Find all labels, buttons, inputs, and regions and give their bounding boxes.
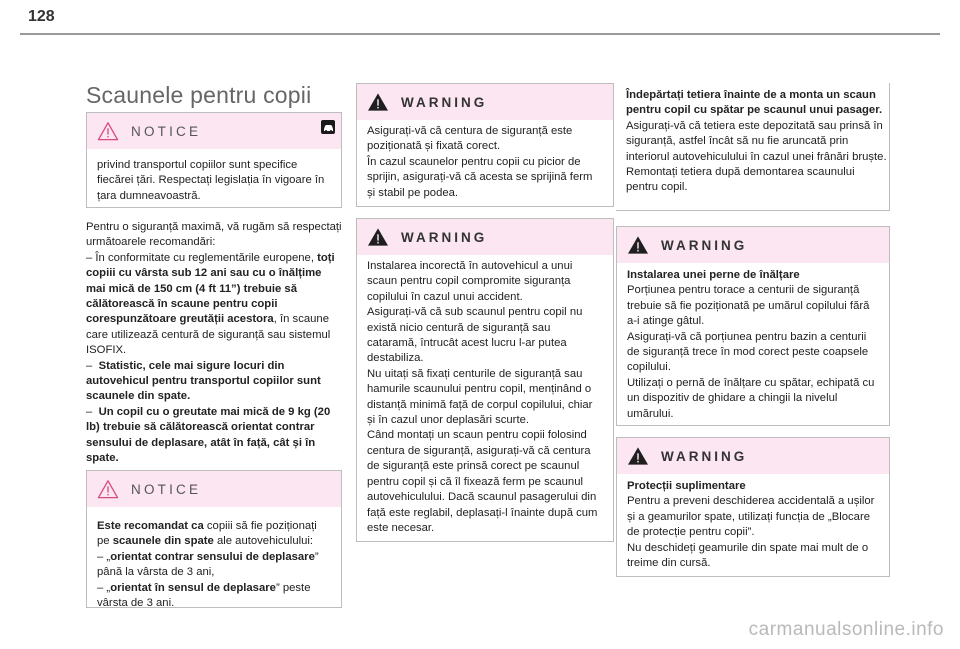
notice-label: NOTICE [131, 123, 202, 139]
warning-box-seatbelt [356, 83, 614, 207]
notice-text: Este recomandat ca copiii să fie poziționați pe scaunele din spate ale autovehiculului: – „orientat contrar sensului de deplasare” până la vârsta de 3 ani, – „orientat în sensul de deplasare” peste vârsta de 3 ani. [97, 520, 319, 610]
page-number: 128 [28, 8, 55, 25]
warning-header [357, 219, 613, 255]
warning-triangle-icon [97, 121, 119, 141]
warning-label: WARNING [401, 229, 488, 245]
warning-heading: Instalarea unei perne de înălțare [627, 269, 800, 281]
notice-label: NOTICE [131, 481, 202, 497]
warning-triangle-icon [627, 446, 649, 466]
headrest-box [616, 83, 890, 211]
warning-text: Instalarea incorectă în autovehicul a unui scaun pentru copil compromite siguranța copilului în cazul unui accident. Asigurați-vă că sub scaunul pentru copil nu există nicio centură de siguranță sau cataramă, întrucât acest lucru l-ar putea destabiliza. Nu uitați să fixați centurile de siguranță sau hamurile scaunului pentru copil, menținând o distanță minimă față de corpul copilului, chiar și în cazul unor deplasări scurte. Când montați un scaun pentru copii folosind centura de siguranță, asigurați-vă că centura de siguranță este prinsă corect pe scaunul pentru copil și că îl fixează ferm pe scaunul autovehiculului. Dacă scaunul pasagerului din față este reglabil, deplasați-l înainte după cum este necesar. [367, 260, 598, 534]
warning-header [617, 438, 889, 474]
headrest-heading: Îndepărtați tetiera înainte de a monta un scaun pentru copil cu spătar pe scaunul unui pasager. [626, 89, 883, 117]
recommendation-2: – Statistic, cele mai sigure locuri din autovehicul pentru transportul copiilor sunt scaunele din spate. [86, 359, 321, 403]
recommendations-text [86, 220, 344, 467]
notice-box-regulations [86, 112, 342, 208]
warning-text: Asigurați-vă că centura de siguranță este poziționată și fixată corect. În cazul scaunelor pentru copii cu picior de sprijin, asigurați-vă că acesta se sprijină ferm și stabil pe podea. [367, 125, 593, 199]
warning-header [357, 84, 613, 120]
watermark: carmanualsonline.info [748, 619, 944, 640]
intro-text: Pentru o siguranță maximă, vă rugăm să respectați următoarele recomandări: [86, 221, 342, 249]
warning-text: Protecții suplimentare Pentru a preveni deschiderea accidentală a ușilor și a geamurilor spate, utilizați funcția de „Blocare de protecție pentru copii”. Nu deschideți geamurile din spate mai mult de o treime din cursă. [617, 474, 889, 581]
notice-text: privind transportul copiilor sunt specifice fiecărei țări. Respectați legislația în vigoare în țara dumneavoastră. [97, 159, 325, 202]
notice-header [87, 471, 341, 507]
warning-header [617, 227, 889, 263]
warning-box-installation [356, 218, 614, 542]
warning-triangle-icon [367, 227, 389, 247]
notice-header [87, 113, 341, 149]
warning-heading: Protecții suplimentare [627, 480, 746, 492]
warning-label: WARNING [661, 448, 748, 464]
recommendation-3: – Un copil cu o greutate mai mică de 9 kg (20 lb) trebuie să călătorească orientat contrar sensului de deplasare, atât în față, cât și în spate. [86, 405, 331, 465]
warning-label: WARNING [661, 237, 748, 253]
top-divider [20, 33, 940, 35]
warning-triangle-icon [367, 92, 389, 112]
warning-text: Instalarea unei perne de înălțare Porțiunea pentru torace a centurii de siguranță trebuie să fie poziționată pe umărul copilului fără a-i atinge gâtul. Asigurați-vă că porțiunea pentru bazin a centurii de siguranță trece în mod corect peste coapsele copilului. Utilizați o pernă de înălțare cu spătar, echipată cu un dispozitiv de ghidare a chingii la nivelul umărului. [617, 263, 889, 432]
notice-box-seat-position [86, 470, 342, 608]
warning-box-extra-protection [616, 437, 890, 577]
warning-triangle-icon [97, 479, 119, 499]
car-icon [321, 120, 335, 134]
warning-label: WARNING [401, 94, 488, 110]
headrest-text: Asigurați-vă că tetiera este depozitată sau prinsă în siguranță, astfel încât să nu fie aruncată prin interiorul autovehiculului în cazul unei frânări bruște. Remontați tetiera după demontarea scaunului pentru copil. [626, 119, 887, 194]
warning-box-booster [616, 226, 890, 426]
warning-triangle-icon [627, 235, 649, 255]
page-title: Scaunele pentru copii [86, 82, 312, 108]
recommendation-1: – În conformitate cu reglementările europene, toți copiii cu vârsta sub 12 ani sau cu o înălțime mai mică de 150 cm (4 ft 11”) trebuie să călătorească în scaune pentru copii corespunzătoare greutății acestora, în scaune care utilizează centură de siguranță sau sistemul ISOFIX. [86, 251, 335, 357]
